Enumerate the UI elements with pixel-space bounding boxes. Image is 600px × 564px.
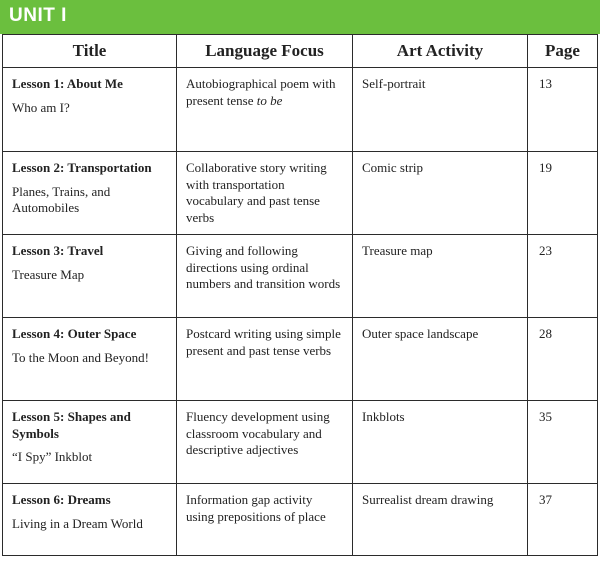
lesson-subtitle: Treasure Map [12,266,85,282]
table-row [3,318,598,401]
art-activity-cell: Self-portrait [353,68,528,152]
table-row [3,152,598,235]
lesson-title: Lesson 6: Dreams [12,492,111,507]
page-number: 37 [528,484,598,556]
lesson-subtitle: Planes, Trains, and Automobiles [12,183,111,215]
art-activity-cell: Surrealist dream drawing [353,484,528,556]
page-number: 13 [528,68,598,152]
language-focus-text: Fluency development using classroom vocabulary and descriptive adjectives [186,409,330,457]
art-activity-cell: Treasure map [353,235,528,318]
table-row [3,68,598,152]
language-focus-text: Autobiographical poem with present tense [186,76,336,108]
lesson-title: Lesson 4: Outer Space [12,326,137,341]
language-focus-text: Collaborative story writing with transportation vocabulary and past tense verbs [186,160,327,225]
lesson-title-cell [3,484,177,556]
lesson-title-cell [3,68,177,152]
language-focus-cell [177,68,353,152]
language-focus-cell [177,152,353,235]
art-activity-cell: Outer space landscape [353,318,528,401]
table-row [3,235,598,318]
lesson-title-cell [3,318,177,401]
art-activity-cell: Inkblots [353,401,528,484]
language-focus-cell [177,318,353,401]
column-header-language-focus: Language Focus [177,35,353,68]
lesson-title-cell [3,401,177,484]
lesson-title: Lesson 2: Transportation [12,160,152,175]
art-activity-cell: Comic strip [353,152,528,235]
language-focus-italic: to be [256,92,283,108]
table-header-row [3,35,598,68]
lesson-title-cell [3,152,177,235]
lesson-table [2,34,598,556]
language-focus-text: Information gap activity using prepositions of place [186,492,326,524]
lesson-subtitle: To the Moon and Beyond! [12,349,150,365]
table-row [3,401,598,484]
table-row [3,484,598,556]
lesson-title: Lesson 5: Shapes and Symbols [12,409,131,441]
unit-title: UNIT I [9,5,67,26]
page-number: 19 [528,152,598,235]
language-focus-cell [177,235,353,318]
language-focus-cell [177,484,353,556]
page-number: 35 [528,401,598,484]
lesson-title-cell [3,235,177,318]
page-number: 23 [528,235,598,318]
language-focus-text: Giving and following directions using ordinal numbers and transition words [186,243,341,291]
unit-banner [0,0,600,34]
lesson-subtitle: Living in a Dream World [12,515,143,531]
lesson-subtitle: “I Spy” Inkblot [12,449,93,464]
language-focus-text: Postcard writing using simple present and past tense verbs [186,326,341,358]
page-number: 28 [528,318,598,401]
lesson-title: Lesson 1: About Me [12,76,123,91]
lesson-title: Lesson 3: Travel [12,243,104,258]
lesson-subtitle: Who am I? [12,99,70,115]
column-header-art-activity: Art Activity [353,35,528,68]
column-header-title: Title [3,35,177,68]
language-focus-cell [177,401,353,484]
column-header-page: Page [528,35,598,68]
